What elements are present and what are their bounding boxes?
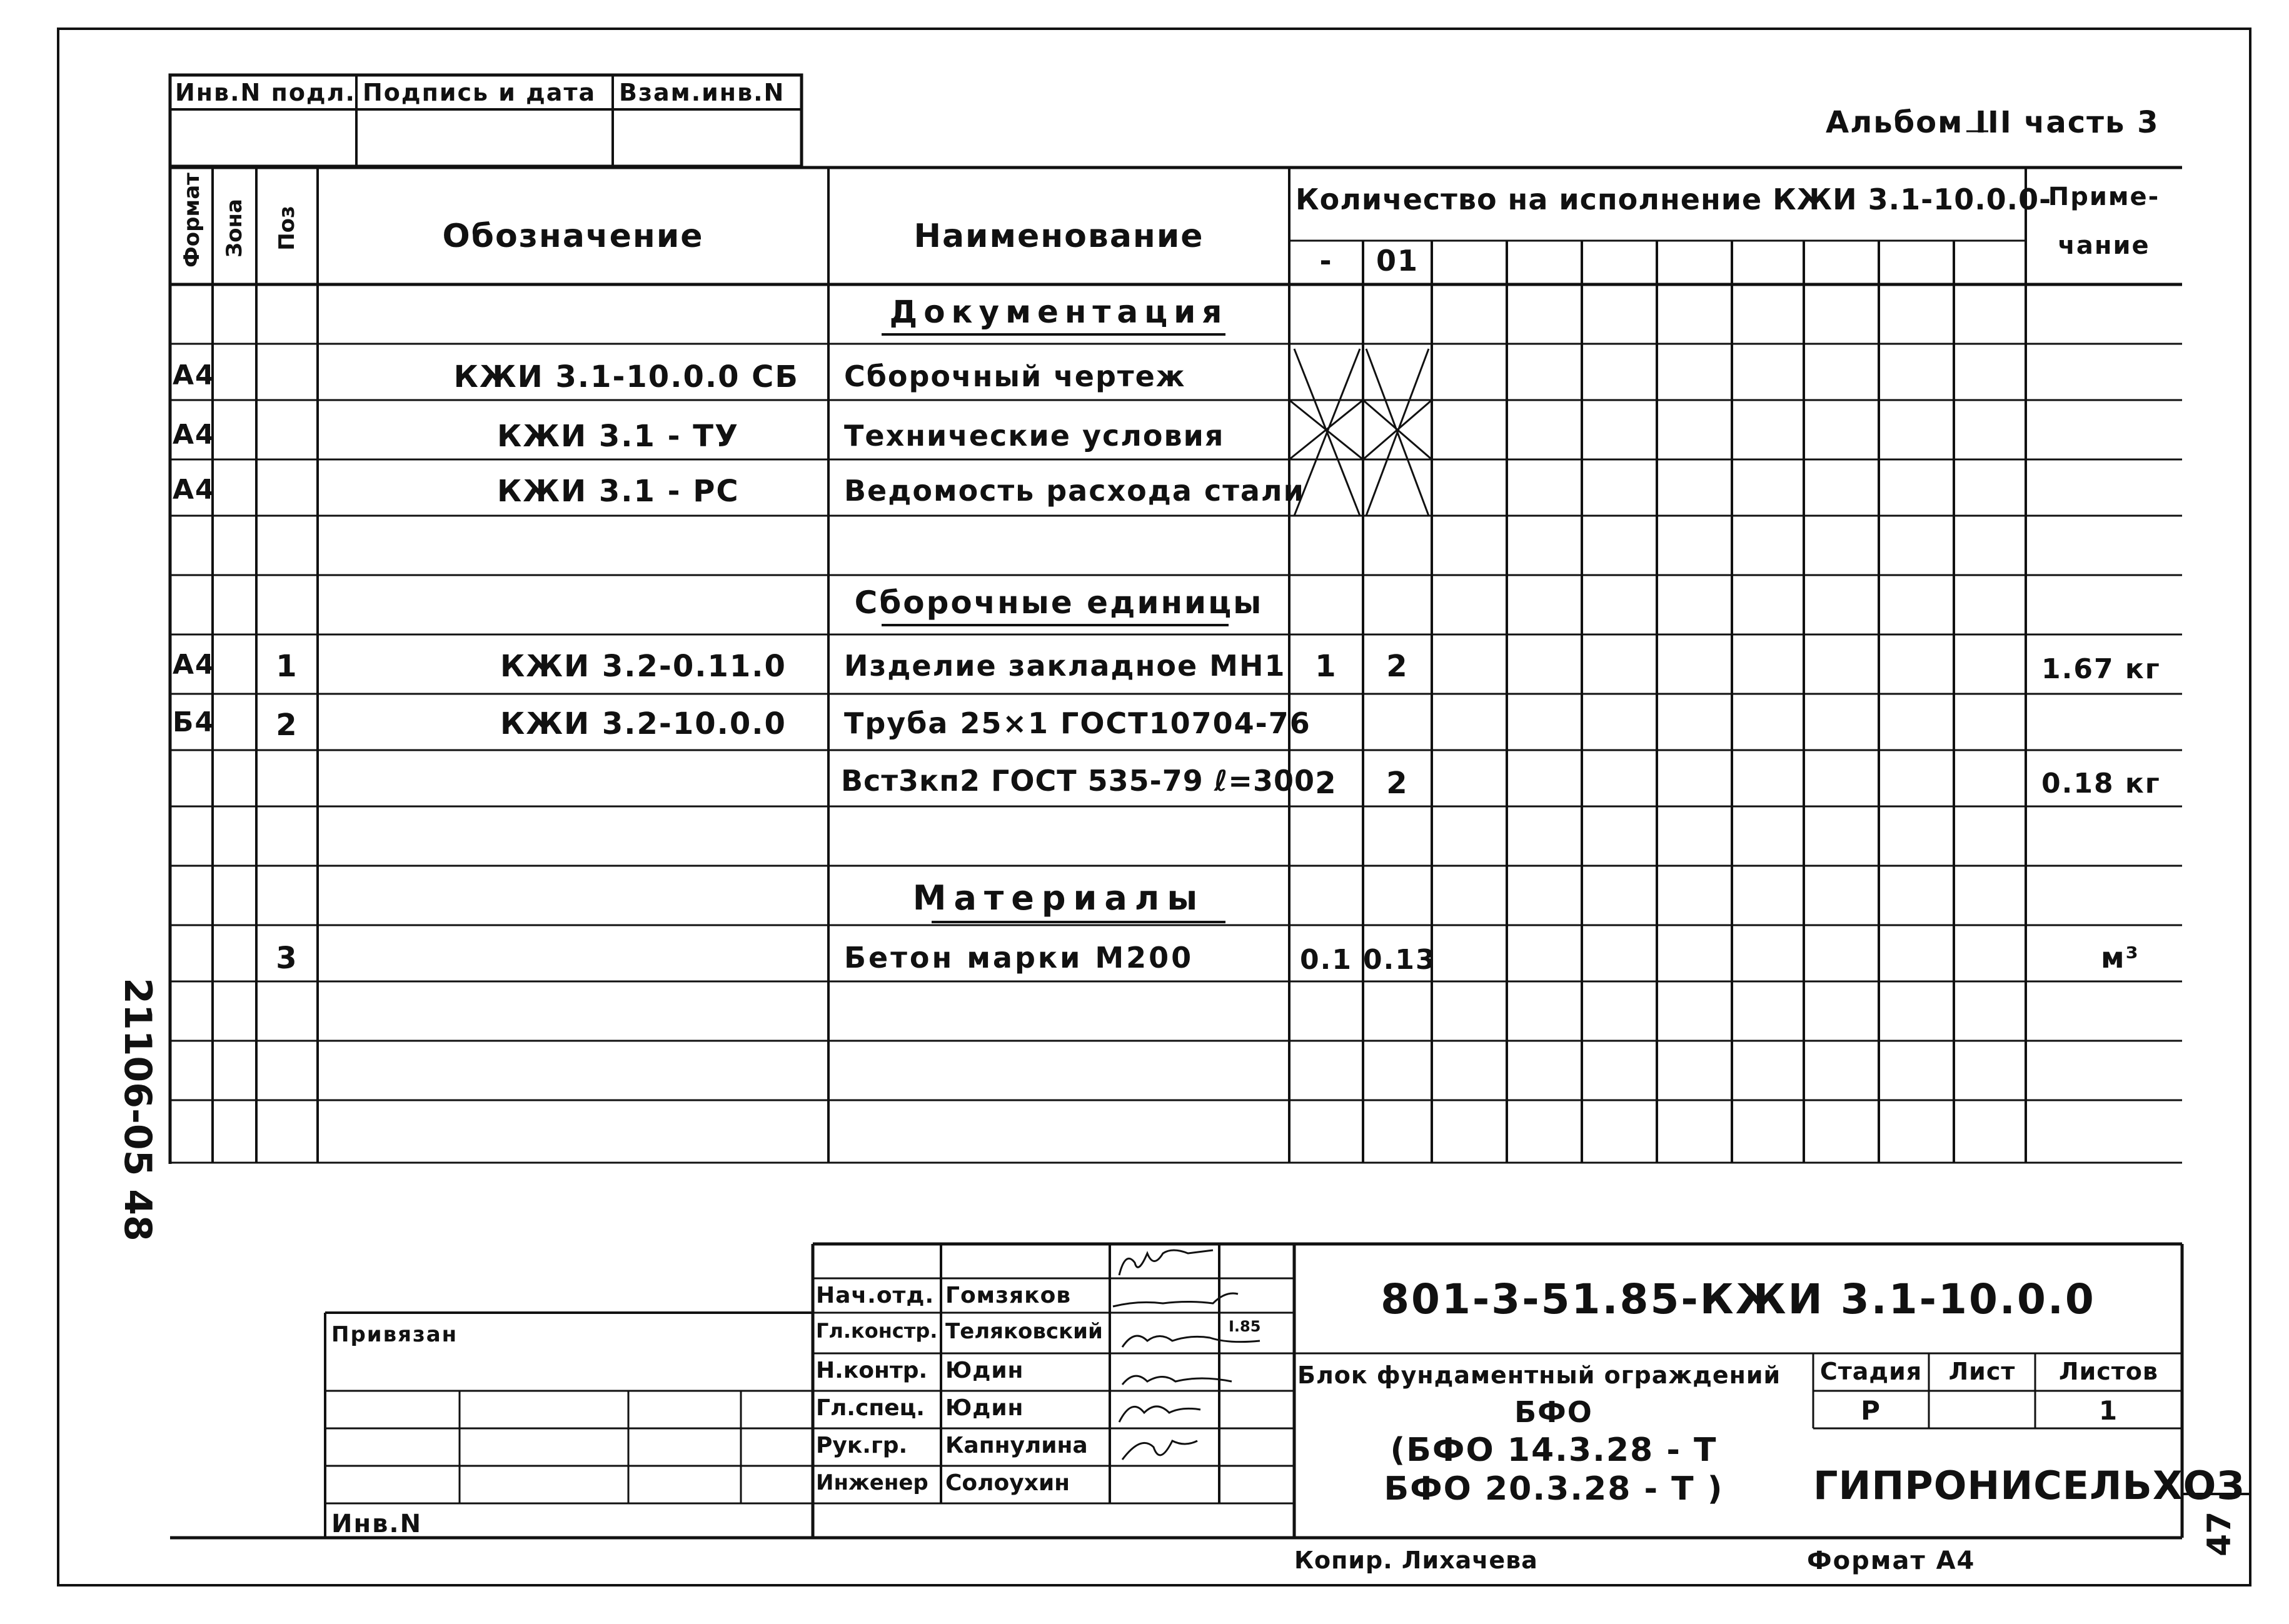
role-name: Гомзяков <box>945 1283 1072 1308</box>
album-label: Альбом III часть 3 <box>1826 105 2160 140</box>
role-name: Солоухин <box>945 1470 1070 1496</box>
header-poz: Поз <box>274 206 299 251</box>
stadiya-label: Стадия <box>1819 1358 1923 1385</box>
privyazan-label: Привязан <box>331 1322 458 1347</box>
row-oboznachenie: КЖИ 3.1 - ТУ <box>497 419 739 454</box>
row-name: Ведомость расхода стали <box>844 474 1305 508</box>
header-col-01: 01 <box>1376 244 1419 278</box>
section-materials: Материалы <box>912 878 1205 918</box>
title-line-3: (БФО 14.3.28 - Т <box>1390 1431 1718 1469</box>
role-label: Гл.констр. <box>816 1319 938 1343</box>
row-oboznachenie: КЖИ 3.2-10.0.0 <box>500 706 787 741</box>
role-name: Юдин <box>945 1358 1024 1383</box>
row-oboznachenie: КЖИ 3.1-10.0.0 СБ <box>453 359 799 394</box>
stadiya-value: Р <box>1861 1395 1881 1426</box>
role-label: Н.контр. <box>816 1358 928 1383</box>
date-mark: I.85 <box>1229 1318 1261 1335</box>
list-label: Лист <box>1948 1358 2016 1385</box>
row-name: Труба 25×1 ГОСТ10704-76 <box>844 706 1311 740</box>
row-name: Бетон марки М200 <box>844 941 1194 975</box>
row-qty-01: 2 <box>1386 766 1409 801</box>
row-format: А4 <box>173 474 216 506</box>
row-name: Технические условия <box>844 419 1225 453</box>
role-name: Теляковский <box>945 1319 1103 1344</box>
listov-value: 1 <box>2098 1395 2119 1426</box>
row-format: А4 <box>173 359 216 391</box>
role-name: Юдин <box>945 1395 1024 1421</box>
row-name: Изделие закладное МН1 <box>844 649 1286 683</box>
page-number: 47 <box>2201 1511 2238 1556</box>
role-label: Инженер <box>816 1470 928 1495</box>
title-line-2: БФО <box>1514 1395 1593 1429</box>
row-qty-base: 0.1 <box>1300 944 1352 976</box>
header-format: Формат <box>179 173 204 268</box>
row-format: А4 <box>173 419 216 451</box>
row-qty-01: 2 <box>1386 649 1409 684</box>
side-number: 21106-05 48 <box>116 978 159 1241</box>
row-qty-01: 0.13 <box>1363 944 1436 976</box>
row-note: м³ <box>2101 941 2140 975</box>
role-label: Нач.отд. <box>816 1283 935 1308</box>
row-poz: 1 <box>276 649 298 684</box>
title-line-4: БФО 20.3.28 - Т ) <box>1384 1470 1724 1508</box>
row-name: Вст3кп2 ГОСТ 535-79 ℓ=300 <box>841 764 1315 798</box>
header-zona: Зона <box>222 199 247 258</box>
header-primechanie-1: Приме- <box>2048 183 2160 211</box>
section-assembly: Сборочные единицы <box>854 584 1264 621</box>
section-documentation: Документация <box>889 294 1229 330</box>
drawing-code: 801-3-51.85-КЖИ 3.1-10.0.0 <box>1381 1275 2096 1323</box>
organization: ГИПРОНИСЕЛЬХОЗ <box>1813 1463 2245 1508</box>
footer-kopir: Копир. Лихачева <box>1294 1546 1538 1574</box>
header-col-dash: - <box>1319 244 1333 278</box>
row-qty-base: 1 <box>1315 649 1337 684</box>
role-label: Рук.гр. <box>816 1433 908 1458</box>
row-oboznachenie: КЖИ 3.2-0.11.0 <box>500 649 787 684</box>
header-kolichestvo: Количество на исполнение КЖИ 3.1-10.0.0- <box>1295 183 2052 216</box>
row-poz: 3 <box>276 941 298 976</box>
stamp-podpis-data: Подпись и дата <box>363 79 596 106</box>
row-note: 1.67 кг <box>2041 653 2161 685</box>
header-naimenovanie: Наименование <box>913 218 1204 255</box>
row-poz: 2 <box>276 708 298 743</box>
row-qty-base: 2 <box>1315 766 1337 801</box>
row-format: А4 <box>173 649 216 681</box>
row-note: 0.18 кг <box>2041 768 2161 799</box>
footer-format: Формат А4 <box>1807 1546 1976 1575</box>
inv-n-label: Инв.N <box>331 1510 423 1538</box>
row-oboznachenie: КЖИ 3.1 - РС <box>497 474 740 509</box>
role-label: Гл.спец. <box>816 1395 925 1421</box>
row-format: Б4 <box>173 706 216 738</box>
title-line-1: Блок фундаментный ограждений <box>1297 1361 1781 1389</box>
stamp-vzam-inv: Взам.инв.N <box>619 79 785 106</box>
header-primechanie-2: чание <box>2058 231 2150 260</box>
row-name: Сборочный чертеж <box>844 359 1186 393</box>
stamp-inv-podl: Инв.N подл. <box>175 79 356 106</box>
listov-label: Листов <box>2059 1358 2158 1385</box>
role-name: Капнулина <box>945 1433 1088 1458</box>
header-oboznachenie: Обозначение <box>442 218 704 255</box>
